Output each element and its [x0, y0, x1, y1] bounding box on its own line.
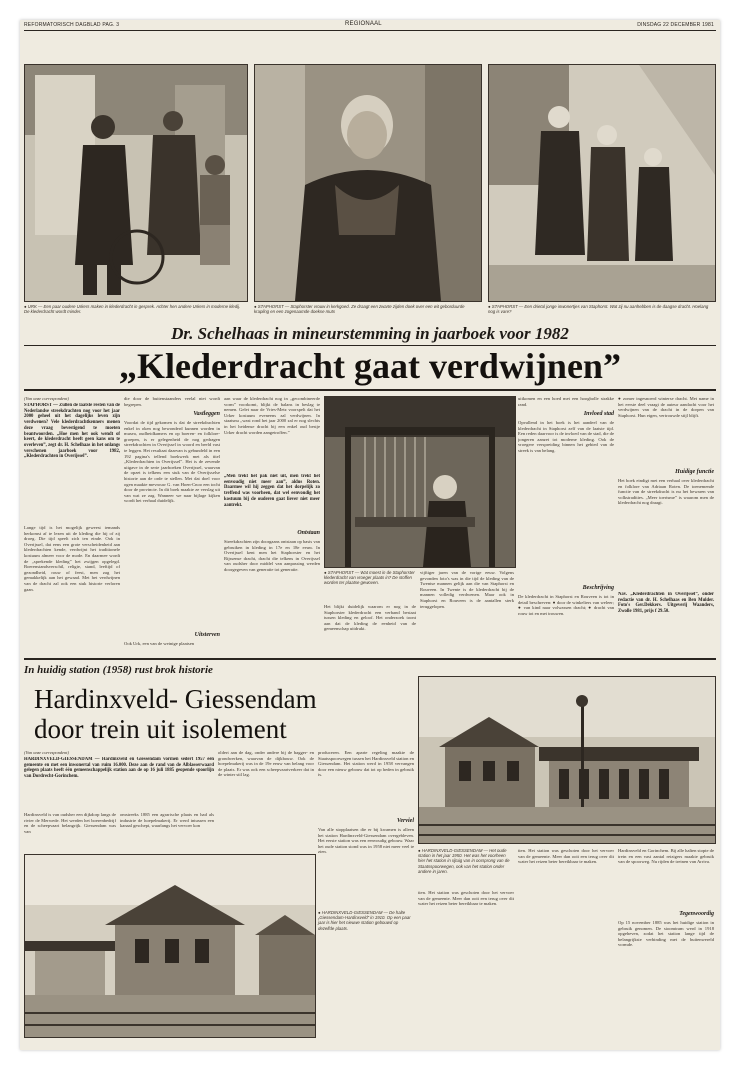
header-right: DINSDAG 22 DECEMBER 1981 [637, 22, 714, 28]
photo-old-station [418, 676, 716, 844]
caption-halte-1910: ● HARDINXVELD-GIESSENDAM — De halte „Giessendam-Hardinxveld” in 1910. Op een paar jaar is hier het nieuwe station gebouwd op dezelfde plaats. [318, 910, 411, 931]
article2-col4: produceren. Een aparte regeling maakte de Staatsspoorwegen tussen het Hardinxveld station en Giessendam. Het station werd in 1958 vervangen door een nieuw gebouw dat tot op heden in gebruik is. [318, 750, 414, 778]
section-verviel: Verviel [397, 818, 414, 824]
section-invloed-stad: Invloed stad [583, 411, 614, 417]
article2-col6b: Op 15 november 1885 was het huidige station in gebruik genomen. De stoomtram werd in 1918 opgeheven, zodat het station lange tijd de belangrijkste verbinding met de buitenwereld vormde. [618, 920, 714, 948]
article2-col1: Hardinxveld is van oudsher een dijkdorp langs de rivier de Merwede. Het werden het boerenbedrijf en de scheepvaart belangrijk. Giessendam was van [24, 812, 116, 834]
caption-weaving: ● STAPHORST — Wat moest in de Staphorster klederdracht van vroeger plaats in? De stoffen worden ter plaatse gewoven. [324, 570, 415, 586]
article2-col6: Hardinxveld en Gorinchem. Bij alle halten stopte de trein en een vast aantal reizigers maakte gebruik van de spoorweg. Nu rijden de treinen van Arriva. [618, 848, 714, 865]
article1-col3-b: Streekdrachten zijn doorgaans ontstaan op basis van gebruiken in kleding in 17e en 18e eeuw. In Overijssel kent men het Staphorster en het Rijssense dracht, dracht die telkens in Overijssel van oudsher door middel van aanpassing werden doorgegeven van generatie tot generatie. [224, 539, 320, 572]
article1-col6-a: ● zomer ingesnoerd winterse dracht. Met name in het eerste deel vraagt de auteur aandacht voor het verdwijnen van de dracht in de dorpen van Staphorst. Hun eigen, vertrouwde stijl blijft. [618, 396, 714, 418]
section-uitsterven: Uitsterven [194, 632, 220, 638]
article2-col2: omstreeks 1885 een agrarische plaats en had als industrie de hoepelmakerij. Er werd intussen een kanaal geschept, waarlangs het vervoer kon [120, 812, 214, 829]
photo-weaving [324, 396, 516, 568]
photo-urk [24, 64, 248, 302]
article1-col3-quote: „Men trekt het pak niet uit, men trekt het eenvoudig niet meer aan”, aldus Roten. Daarmee wil hij zeggen dat het dorpelijk zo treffend was voorheen, dat wel eenvoudig het kostuum bij de ouderen gaat liever niet meer aantrekt. [224, 474, 320, 508]
article2-col4b: Van alle stopplaatsen die er bij kwamen is alleen het station Hardinxveld-Giessendam overgebleven. Het eerste station was een eenvoudig gebouw. Waar het oude station stond was in 1958 niet meer veel te zien. [318, 827, 414, 855]
header-center: REGIONAAL [345, 21, 382, 27]
article2-kicker: In huidig station (1958) rust brok historie [24, 664, 213, 676]
article1-col2-vastleggen: Voordat de tijd gekomen is dat de streekdrachten enkel in oken nog bewonderd kunnen worden in musea, oudheidkamers en op boeren- en folklore-groepen, is er gelegenheid de nog gedragen streekdrachten in Overijssel in woord en beeld vast te leggen. Het resultaat daarvan is gebundeld in een 192 pagina's tellend boekwerk met als titel „Klederdrachten in Overijssel”. Het is de zevende uitgave in de serie jaarboeken Overijssel, waarvan de opzet is telkens een stuk van de Overijsselse historie aan de orde te stellen. Met dat doel voor ogen maakte mevrouw G. van Hoen-Cnoo een tocht door de provincie. In dit boek maakte ze verslag uit van wat ze zag. Wanneer we naar bijlage kijken wordt het verhaal duidelijk. [124, 420, 220, 504]
header-left: REFORMATORISCH DAGBLAD PAG. 3 [24, 22, 120, 28]
article1-lead: STAPHORST — Zullen de laatste resten van de Nederlandse streekdrachten nog voor het jaar 2000 geheel uit het dagelijks leven zijn verdwenen? Vele klederdrachtkenners menen deze vraag bevestigend te moeten beantwoorden. „Hoe men het ook wendt of keert, de klederdracht heeft geen kans om te overleven”, zegt dr. H. Schelhaas in het onlangs verschenen jaarboek voor 1982, „Klederdrachten in Overijssel”. [24, 403, 120, 460]
article1-col5-c: De klederdracht in Staphorst en Rouveen is tot in detail beschreven: ● door de winkeliers van weleer; ● van kind naar volwassen dracht; ● dracht van rouw tot en met trouwen. [518, 594, 614, 616]
article1-kicker: Dr. Schelhaas in mineurstemming in jaarboek voor 1982 [171, 324, 569, 343]
photo-staphorst-woman [254, 64, 482, 302]
caption-staphorst-woman: ● STAPHORST — Staphorster vrouw in kerkgoed. Ze draagt een zwarte zijden doek over een wit geborduurde krapling en een zogenaamde doekse muts [254, 304, 465, 315]
photo-halte-1910 [24, 854, 316, 1038]
article2-byline: (Van onze correspondent) [24, 750, 69, 755]
article1-col3-a: aan waar de klederdracht nog in „gecombineerde vorm” voorkomt, blijkt de balans in beslag te nemen. Gelet naar de Vries-Metz voorspelt dat het Urker kostuum eveneens zal verdwijnen. In staatsnu „wast rond het jaar 2000 zal er nog slechts in het heidense dracht bij een enkel oud bestje Urker dracht worden aangetroffen.” [224, 396, 320, 435]
article1-col1: Lange tijd is het mogelijk geweest iemands herkomst af te lezen uit de kleding die hij of zij droeg. Die tijd speelt zich ten einde. Ook in Overijssel, dat eens een grote verscheidenheid aan klederdrachten kende, verdwijnt het traditionele kostuum almeer voor de mode. En daarmee wordt de „sprekende kleding” het zwijgen opgelegd. Boerenstandsverschil, religie, stand, leeftijd of gezondheid, rouw of feest, men zag het gemakkelijk aan het gewaad. Met het verdwijnen van de dracht zal ook een stuk historie verloren gaan. [24, 525, 120, 592]
article1-book-info: Nav. „Klederdrachten in Overijssel”, onder redactie van dr. H. Schelhaas en Ben Mulder. Foto's Ger.Dekkers. Uitgeverij Waanders, Zwolle 1981, prijs f 29.50. [618, 592, 714, 615]
header-rule [24, 30, 716, 31]
article1-mid-text: Het blijkt duidelijk waarom er nog in de Staphorster klederdracht een verband bestaat tussen kleding en geloof. Het onderzoek toont aan dat de kleding de eenheid van de gemeenschap uitdrukt. [324, 604, 416, 632]
article2-headline-line2: door trein uit isolement [34, 714, 287, 744]
article1-headline: „Klederdracht gaat verdwijnen” [119, 346, 621, 386]
article1-mid-text2: vijftiger jaren van de vorige eeuw. Volgens gevonden foto's was in die tijd de kleding van de Twentse mannen gelijk aan die van Staphorst en Rouveen. In Twente is de klederdracht bij de mannen volledig verdwenen. Maar ook in Staphorst en Rouveen is de aantallen sterk teruggelopen. [420, 570, 514, 609]
section-beschrijving: Beschrijving [582, 585, 614, 591]
section-huidige-functie: Huidige functie [675, 469, 714, 475]
article1-col5-a: uitkomen en een hoed met een hoogbolle strakke rand. [518, 396, 614, 407]
article2-col5: tien. Het station was geschoten door het vervoer van de gemeente. Meer dan ooit een terug over dit water het reizen beter bereikbaar te maken. [418, 890, 514, 907]
article2-lead: HARDINXVELD-GIESSENDAM — Hardinxveld en Giessendam vormen sedert 1957 één gemeente en met een inwonertal van ruim 16.000. Deze aan de rand van de Alblasserwaard gelegen plaats heeft één gemeenschappelijk station aan de op 16 juli 1885 geopende spoorlijn van Dordrecht-Gorinchem. [24, 757, 214, 780]
headline-rule-bottom [24, 389, 716, 391]
section-vastleggen: Vastleggen [193, 411, 220, 417]
article-divider [24, 658, 716, 660]
article1-col6-b: Het boek eindigt met een verhaal over klederdracht en folklore van Adriaan Roten. De toenemende functie van de streekdracht is nu het bewaren van volkstradities. „Meer toerisme” is waarom men de klederdracht nog draagt. [618, 478, 714, 506]
caption-old-station: ● HARDINXVELD-GIESSENDAM — Het oude station in het jaar 1950. Het was het voorheen hier het station in rijtuig van in oorsprong van de Staatsspoorwegen, ook van het station onder andere in jaren. [418, 848, 510, 874]
article2-col3: oldert aan de dag, onder andere bij de bagger- en grondwerken, waarvan de dijkbouw. Ook de hoepelmakerij was in de 19e eeuw van belang voor de plaats. Er was ook een scheepvaartverkeer dat in de winter stil lag. [218, 750, 314, 778]
caption-staphorst-children: ● STAPHORST — Een drietal jonge inwonertjes van Staphorst. Wat zij nu aanhebben is de daagse dracht. Hoelang nog is vare? [488, 304, 709, 315]
article2-headline-line1: Hardinxveld- Giessendam [34, 684, 317, 714]
article1-col5-b: Opvallend in het boek is het aandeel van de klederdracht in Staphorst zelf van de laatste tijd. Een reden daarvoor is de invloed van de stad, die de jongeren aanzet tot moderne kleding. Ook de vroegere verspreiding binnen het gebied van de streek is van belang. [518, 420, 614, 453]
section-tegenwoordig: Tegenwoordig [679, 911, 714, 917]
article1-col2-top: die door de buitenstaanders veelal niet wordt begrepen. [124, 396, 220, 407]
caption-urk: ● URK — Een paar oudere Urkers maken in klederdracht in gesprek. Achter hen andere Urkers in moderne kledij. De klederdracht wordt minder. [24, 304, 241, 315]
photo-staphorst-children [488, 64, 716, 302]
article2-col5b: tien. Het station was geschoten door het vervoer van de gemeente. Meer dan ooit een terug over dit water het reizen beter bereikbaar te maken. [518, 848, 614, 865]
article1-col2-uitsterven: Ook Urk, een van de weinige plaatsen [124, 641, 195, 646]
section-ontstaan: Ontstaan [297, 530, 320, 536]
article1-byline: (Van onze correspondent) [24, 396, 69, 401]
newspaper-page [20, 20, 720, 1050]
